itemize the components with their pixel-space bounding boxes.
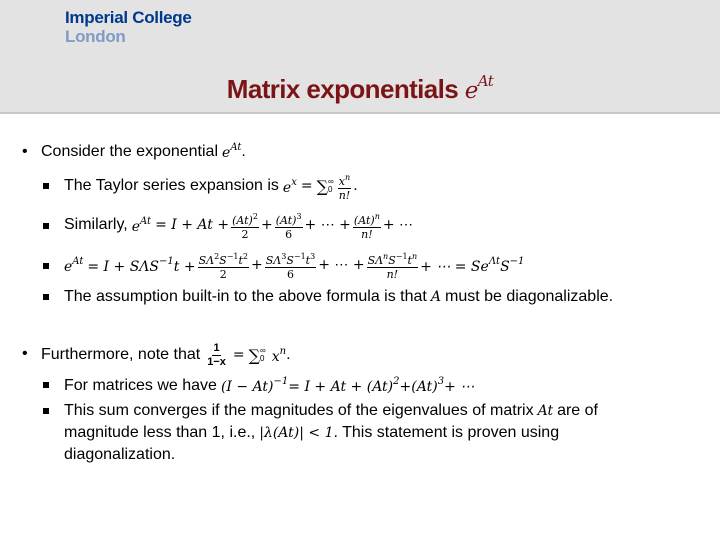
math-lhs: $e^{At}$ (131, 215, 152, 235)
math-terms: = $I + S\Lambda S^{-1}t$ + (87, 255, 196, 275)
sub-bullet-marker (43, 408, 49, 414)
bullet-marker: • (22, 143, 28, 160)
sub-bullet-convergence-line2 (64, 424, 559, 442)
math-variable: A (430, 289, 441, 305)
sub-bullet-text: The assumption built-in to the above formula is that (64, 288, 427, 305)
sub-bullet-similarly (64, 208, 413, 242)
fraction: $\frac{(At)^n}{n!}$ (353, 211, 380, 241)
punctuation: . (353, 177, 358, 194)
sum-limits: ∞ 0 (328, 177, 334, 194)
sub-bullet-taylor-series (64, 170, 358, 202)
fraction: $\frac{S\Lambda^2S^{-1}t^2}{2}$ (198, 251, 249, 281)
sub-bullet-marker (43, 294, 49, 300)
sub-bullet-assumption (64, 288, 613, 306)
fraction: $\frac{(At)^3}{6}$ (275, 211, 302, 241)
sub-bullet-marker (43, 183, 49, 189)
sub-bullet-convergence-line1 (64, 402, 598, 420)
sub-bullet-matrices (64, 376, 474, 395)
sub-bullet-text: diagonalization. (64, 446, 176, 463)
fraction: $\frac{S\Lambda^3S^{-1}t^3}{6}$ (265, 251, 316, 281)
sum-limits: ∞ 0 (260, 346, 266, 363)
sub-bullet-text: magnitude less than 1, i.e., (64, 424, 256, 441)
math-lhs: $e^x$ (282, 176, 297, 196)
equals-sign: = (232, 347, 245, 363)
math-lhs: $e^{At}$ (64, 255, 84, 275)
math-expression: $e^{At}$ (222, 142, 242, 161)
bullet-text: Consider the exponential (41, 142, 219, 160)
logo-line-2: London (65, 27, 126, 46)
sub-bullet-marker (43, 382, 49, 388)
bullet-text: Furthermore, note that (41, 346, 201, 363)
sub-bullet-text: The Taylor series expansion is (64, 177, 279, 194)
math-variable: At (537, 403, 554, 419)
slide-title-text: Matrix exponentials (226, 74, 459, 104)
sub-bullet-marker (43, 263, 49, 269)
sum-symbol: ∑ (316, 176, 329, 196)
punctuation: . (241, 142, 246, 160)
math-tail: + ⋯ (382, 217, 414, 233)
sub-bullet-text: For matrices we have (64, 376, 217, 394)
logo-line-1: Imperial College (65, 8, 192, 27)
bullet-marker: • (22, 345, 28, 362)
bullet-furthermore (41, 338, 291, 372)
math-ellipsis: + ⋯ + (318, 257, 365, 273)
fraction: $\frac{1}{1-x}$ (207, 341, 226, 368)
equals-sign: = (300, 178, 313, 194)
sub-bullet-text-end: must be diagonalizable. (444, 288, 614, 305)
sub-bullet-marker (43, 223, 49, 229)
punctuation: . (286, 346, 291, 363)
math-tail: + ⋯ = $Se^{\Lambda t}S^{-1}$ (420, 255, 525, 275)
plus-sign: + (260, 217, 273, 233)
plus-sign: + (251, 257, 263, 273)
math-condition: |λ(At)| < 1 (259, 425, 334, 441)
fraction: $\frac{x^n}{n!}$ (338, 172, 351, 202)
sub-bullet-text-end: are of (557, 402, 598, 419)
math-term: $x^n$ (271, 345, 287, 365)
fraction: $\frac{(At)^2}{2}$ (232, 211, 258, 241)
bullet-consider-exponential (41, 142, 246, 161)
fraction: $\frac{S\Lambda^nS^{-1}t^n}{n!}$ (367, 251, 418, 281)
sub-bullet-text: Similarly, (64, 216, 128, 233)
sub-bullet-diagonal-form (64, 248, 524, 282)
sub-bullet-text-end: . This statement is proven using (333, 424, 560, 441)
math-series: $(I - At)^{-1}= I + At + (At)^2+(At)^3+$ ⋯ (220, 376, 475, 395)
slide-title-math: $e^{At}$ (464, 72, 494, 104)
sub-bullet-convergence-line3 (64, 446, 175, 464)
sum-symbol: ∑ (248, 345, 261, 365)
math-terms: = I + At + (155, 217, 230, 233)
math-ellipsis: + ⋯ + (304, 217, 351, 233)
sub-bullet-text: This sum converges if the magnitudes of the eigenvalues of matrix (64, 402, 534, 419)
